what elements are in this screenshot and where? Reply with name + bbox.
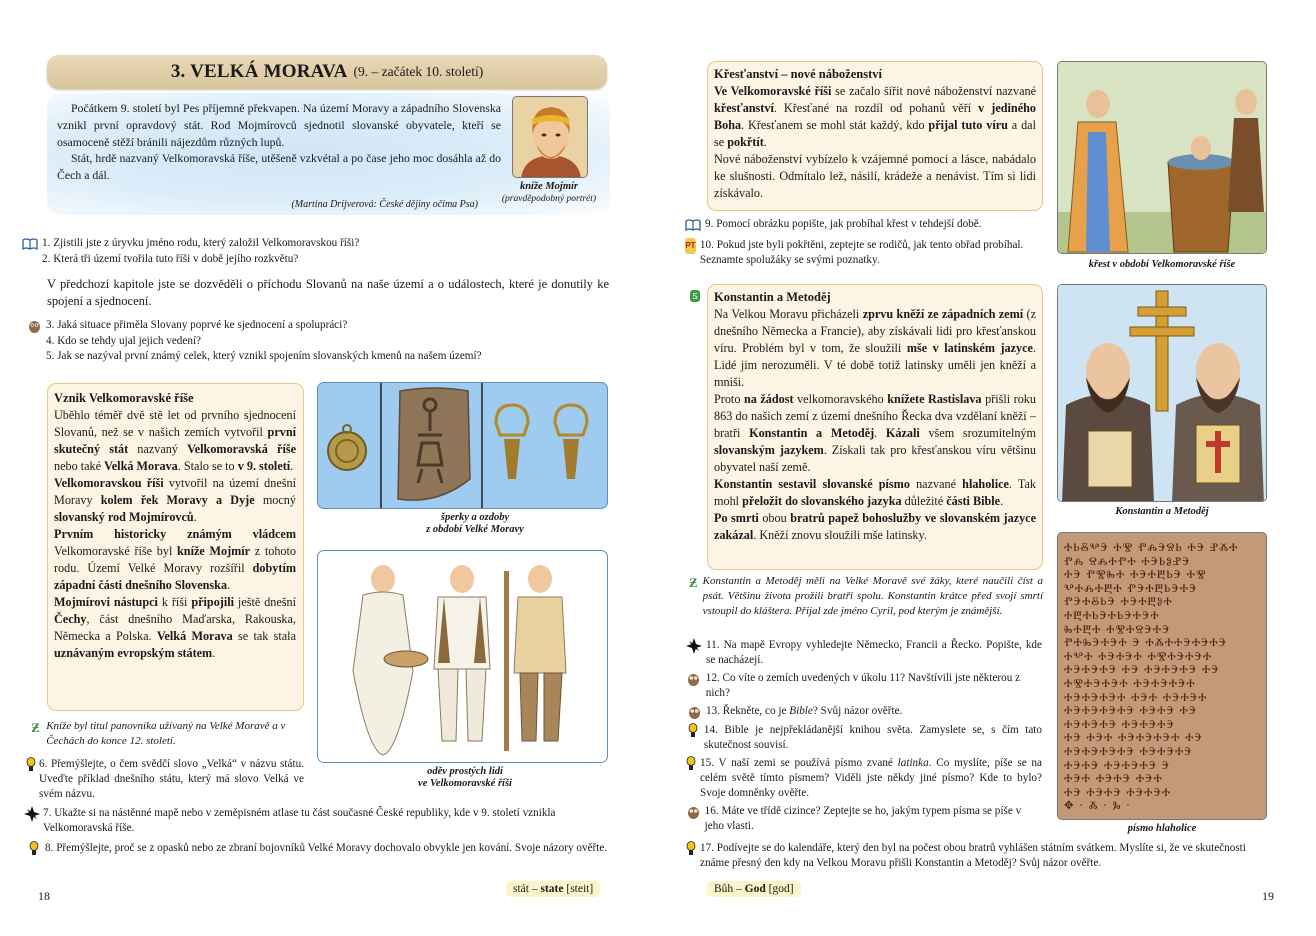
question-17-block (686, 841, 1270, 871)
question-6: 6. Přemýšlejte, o čem svědčí slovo „Velká“ v názvu státu. Uveďte příklad dnešního státu, který má slovo Velká ve svém názvu. (39, 758, 304, 800)
glagolitic-line: ⰀⰅ ⰀⰅⰀ ⰀⰅⰀⰅⰀⰅⰀ ⰀⰅ (1064, 730, 1203, 745)
clothing-caption-line: oděv prostých lidí (427, 766, 503, 777)
intro-source: (Martina Drijverová: České dějiny očima Psa) (291, 199, 478, 210)
jewelry-caption-line: z období Velké Moravy (426, 524, 524, 535)
glagolitic-line: ✥ · Ⰶ · Ⰳ · (1064, 798, 1131, 813)
glagolitic-line: ⰀⰊⰀⰅⰀⰅⰀ ⰀⰅⰀⰅⰀⰅⰀ (1064, 675, 1196, 690)
glagolitic-line: ⰀⰁⰀⰓⰅⰀⰓⰅⰀⰅⰀ (1064, 607, 1160, 622)
glagolitic-line: ⰀⰅⰀⰅ ⰀⰅⰀⰅⰀⰅ Ⰵ (1064, 757, 1171, 772)
question-16: 16. Máte ve třídě cizince? Zeptejte se ho, jakým typem písma se píše v jeho vlasti. (704, 805, 1022, 832)
info-paragraph: Nové náboženství vybízelo k vzájemné pomoci a lásce, nabádalo ke slušnosti. Odmítalo lež, násilí, krádeže a nenávist. Tím si lidi získávalo. (714, 152, 1036, 200)
question-9: 9. Pomocí obrázku popište, jak probíhal křest v tehdejší době. (705, 218, 982, 230)
glagolitic-image (1057, 532, 1267, 820)
book-icon (22, 236, 38, 252)
vocabulary-box-right (707, 881, 801, 897)
jewelry-illustration (318, 383, 608, 509)
compass-star-icon (24, 806, 40, 822)
glagolitic-line: ⰒⰀⰈⰅⰀⰅⰀ Ⰵ ⰀⰆⰀⰀⰅⰀⰅⰀⰅ (1064, 635, 1228, 650)
info-paragraph: Konstantin sestavil slovanské písmo nazvané hlaholice. Tak mohl přeložit do slovanského jazyka důležité části Bible. (714, 477, 1036, 508)
info-box-text (54, 390, 296, 662)
pt-badge-icon: PT (685, 238, 696, 254)
question-9-block (685, 217, 1045, 233)
baptism-image (1057, 61, 1267, 254)
chapter-subtitle: (9. – začátek 10. století) (353, 64, 484, 79)
info-paragraph: Velkomoravskou říši vytvořil na území dnešní Moravy kolem řek Moravy a Dyje mocný slovanský rod Mojmírovců. (54, 476, 296, 524)
info-paragraph: Po smrti obou bratrů papež bohoslužby ve slovanském jazyce zakázal. Kněží znovu sloužili mše latinsky. (714, 511, 1036, 542)
portrait-caption (486, 181, 612, 205)
lightbulb-icon (686, 841, 696, 857)
glagolitic-line: ⰀⰅⰀⰅⰀⰅⰀⰅ ⰀⰅⰀⰅ ⰀⰅ (1064, 703, 1198, 718)
vocab-czech: stát – (513, 883, 538, 895)
jewelry-caption-line: šperky a ozdoby (440, 512, 510, 523)
chapter-title-bar (47, 55, 607, 89)
glagolitic-line: ⰀⰅⰀⰅⰀⰅⰀ ⰀⰅⰀ ⰀⰅⰀⰅⰀ (1064, 689, 1208, 704)
clothing-image (317, 550, 608, 763)
glagolitic-line: ⰒⰎ ⰔⰎⰀⰒⰀ ⰀⰅⰓⰑⰐⰅ (1064, 553, 1191, 568)
portrait-caption-title: kníže Mojmír (519, 181, 579, 192)
glagolitic-line: ⰀⰂⰀ ⰀⰅⰀⰅⰀ ⰀⰊⰀⰅⰀⰅⰀ (1064, 648, 1213, 663)
info-paragraph: Mojmírovi nástupci k říši připojili ještě dnešní Čechy, část dnešního Maďarska, Rakouska, Německa a Polska. Velká Morava se tak stala uznávaným evropským státem. (54, 595, 297, 660)
lightbulb-icon (26, 757, 36, 773)
question-10-block (685, 238, 1045, 268)
vocab-pronunciation: [steit] (566, 883, 594, 895)
glagolitic-line: ⰈⰀⰁⰀ ⰀⰊⰀⰔⰅⰀⰅ (1064, 621, 1171, 636)
info-paragraph: Ve Velkomoravské říši se začalo šířit nové náboženství nazvané křesťanství. Křesťané na rozdíl od pohanů věří v jediného Boha. Křesťanem se mohl stát každý, kdo přijal tuto víru a dal se pokřtít. (714, 84, 1036, 149)
question-12: 12. Co víte o zemích uvedených v úkolu 11? Navštívili jste některou z nich? (705, 672, 1021, 699)
baptism-illustration (1058, 62, 1267, 254)
question-group-2 (26, 318, 612, 364)
info-box-title: Křesťanství – nové náboženství (714, 67, 882, 81)
intro-paragraph: Počátkem 9. století byl Pes příjemně překvapen. Na území Moravy a západního Slovenska vznikl první opravdový stát. Rod Mojmírovců sjednotil slovanské obyvatele, kteří se osamoceně stěží bránili nájezdům různých lupů. (57, 101, 501, 149)
clothing-caption (380, 766, 550, 790)
question-10: 10. Pokud jste byli pokřtěni, zeptejte se rodičů, jak tento obřad probíhal. Seznamte spolužáky se svými poznatky. (699, 239, 1024, 266)
vocab-czech: Bůh – (714, 883, 742, 895)
lightbulb-icon (26, 841, 42, 857)
owl-icon (686, 704, 702, 720)
glagolitic-line: ⰀⰓⰋⰂⰅ ⰀⰊ ⰒⰎⰅⰔⰓ ⰀⰅ ⰐⰆⰀ (1064, 540, 1239, 554)
vocab-english: state (540, 883, 564, 895)
question-11: 11. Na mapě Evropy vyhledejte Německo, Francii a Řecko. Popište, kde se nacházejí. (706, 639, 1042, 666)
saints-illustration (1058, 285, 1267, 502)
question-6-block (26, 757, 304, 802)
info-box-title: Konstantin a Metoděj (714, 290, 831, 304)
section-badge-icon (689, 289, 701, 308)
question-8: 8. Přemýšlejte, proč se z opasků nebo ze zbraní bojovníků Velké Moravy dochovalo obvykle jen kování. Svoje názory ověřte. (45, 842, 608, 854)
vocab-english: God (744, 883, 766, 895)
compass-star-icon (686, 638, 702, 654)
question-1: 1. Zjistili jste z úryvku jméno rodu, který založil Velkomoravskou říši? (42, 237, 360, 249)
question-17: 17. Podívejte se do kalendáře, který den byl na počest obou bratrů vyhlášen státním svátkem. Myslíte si, že ve skutečnosti známe přesný den kdy na Velkou Moravu přišli Konstantin a Metoděj? Svůj názor ověřte. (700, 842, 1246, 869)
vocabulary-box-left (506, 881, 600, 897)
glagolitic-line: ⰀⰅⰀ ⰀⰅⰀⰅ ⰀⰅⰀ (1064, 771, 1163, 786)
note-z-icon: Ƶ (31, 719, 40, 735)
info-paragraph: Na Velkou Moravu přicházeli zprvu kněží ze západních zemí (z dnešního Německa a Francie), aby získávali lidi pro křesťanskou víru. Problém byl v tom, že sloužili mše v latinském jazyce. Lidé jim nerozuměli. V té době totiž latinsky uměli jen kněží a mniši. (714, 307, 1036, 389)
glagolitic-line: ⰂⰀⰎⰀⰁⰀ ⰒⰅⰀⰁⰓⰅⰀⰅ (1064, 580, 1198, 595)
question-13: 13. Řekněte, co je Bible? Svůj názor ověřte. (706, 705, 903, 717)
body-paragraph: V předchozí kapitole jste se dozvěděli o příchodu Slovanů na naše území a o událostech, které je donutily ke spojení a sjednocení. (47, 277, 609, 308)
info-paragraph: Prvním historicky známým vládcem Velkomoravské říše byl kníže Mojmír z tohoto rodu. Území Velké Moravy rozšířil dobytím západní části dnešního Slovenska. (54, 527, 296, 592)
glagolitic-line: ⰀⰅⰀⰅⰀⰅ ⰀⰅ ⰀⰅⰀⰅⰀⰅ ⰀⰅ (1064, 662, 1220, 677)
info-box-konstantin-text (714, 289, 1036, 544)
glagolitic-line: ⰒⰅⰀⰋⰓⰅ ⰀⰅⰀⰁⰑⰀ (1064, 594, 1173, 609)
jewelry-caption (400, 512, 550, 536)
intro-paragraph: Stát, hrdě nazvaný Velkomoravská říše, utěšeně vzkvétal a po čase jeho moc dosáhla až do Čech a dál. (57, 151, 501, 183)
glagolitic-line: ⰀⰅⰀⰅⰀⰅⰀⰅ ⰀⰅⰀⰅⰀⰅ (1064, 743, 1193, 758)
intro-text (57, 100, 501, 184)
jewelry-image (317, 382, 608, 509)
note-text: Konstantin a Metoděj měli na Velké Moravě své žáky, které naučili číst a psát. Většinu života prožili bratři spolu. Konstantin krátce před svojí smrtí vstoupil do kláštera. Přijal zde jméno Cyril, pod kterým je známější. (702, 575, 1043, 617)
mojmir-portrait (512, 96, 588, 178)
vocab-pronunciation: [god] (768, 883, 794, 895)
page-number-left: 18 (38, 889, 50, 903)
note-block (689, 574, 1043, 619)
glagolitic-text (1058, 533, 1266, 820)
baptism-caption: křest v období Velkomoravské říše (1088, 259, 1236, 270)
chapter-title: 3. VELKÁ MORAVA (170, 61, 348, 82)
question-5: 5. Jak se nazýval první známý celek, který vznikl spojením slovanských kmenů na našem území? (46, 350, 482, 362)
page-number-right: 19 (1262, 889, 1274, 903)
info-paragraph: Proto na žádost velkomoravského knížete Rastislava přišli roku 863 do našich zemí z území dnešního Řecka dva vzdělaní kněží – bratři Konstantin a Metoděj. Kázali všem srozumitelným slovanským jazykem. Získali tak pro křesťanskou víru většinu obyvatel naší země. (714, 392, 1037, 474)
clothing-illustration (318, 551, 608, 763)
note-z-icon: Ƶ (689, 574, 698, 590)
portrait-caption-sub: (pravděpodobný portrét) (501, 194, 597, 204)
note-block (30, 719, 306, 749)
svg-text:S: S (692, 292, 698, 301)
question-14: 14. Bible je nejpřekládanější knihou světa. Zamyslete se, s čím tato skutečnost souvisí. (703, 724, 1042, 751)
saints-image (1057, 284, 1267, 502)
owl-icon (686, 804, 701, 820)
glagolitic-line: ⰀⰅ ⰒⰊⰈⰀ ⰀⰅⰀⰁⰓⰅ ⰀⰊ (1064, 567, 1207, 582)
mojmir-portrait-illustration (513, 97, 588, 178)
question-7-block (24, 806, 610, 836)
owl-icon (26, 318, 42, 334)
saints-caption: Konstantin a Metoděj (1115, 506, 1209, 517)
question-2: 2. Která tři území tvořila tuto říši v době jejího rozkvětu? (42, 253, 299, 265)
info-paragraph: Uběhlo téměř dvě stě let od prvního sjednocení Slovanů, než se v našich zemích vytvořil první skutečný stát nazvaný Velkomoravská říše nebo také Velká Morava. Stalo se to v 9. století. (54, 408, 296, 473)
clothing-caption-line: ve Velkomoravské říši (418, 778, 512, 789)
question-4: 4. Kdo se tehdy ujal jejich vedení? (46, 335, 202, 347)
note-text: Kníže byl titul panovníka užívaný na Velké Moravě a v Čechách do konce 12. století. (46, 720, 286, 747)
question-group-right (686, 638, 1042, 837)
info-box-christianity-text (714, 66, 1036, 202)
glagolitic-line: ⰀⰅⰀⰅⰀⰅ ⰀⰅⰀⰅⰀⰅ (1064, 716, 1175, 731)
glagolitic-caption: písmo hlaholice (1127, 823, 1197, 834)
glagolitic-line: ⰀⰅ ⰀⰅⰀⰅ ⰀⰅⰀⰅⰀ (1064, 784, 1172, 799)
lightbulb-icon (686, 723, 700, 739)
question-15: 15. V naší zemi se používá písmo zvané latinka. Co myslíte, píše se na celém světě tímto písmem? Viděli jste někdy jiné písmo? Kde to bylo? Svoje domněnky ověřte. (700, 757, 1042, 799)
question-3: 3. Jaká situace přiměla Slovany poprvé ke sjednocení a spolupráci? (46, 319, 348, 331)
lightbulb-icon (686, 756, 696, 772)
owl-icon (686, 671, 702, 687)
question-7: 7. Ukažte si na nástěnné mapě nebo v zeměpisném atlase tu část současné České republiky, kde v 9. století vznikla Velkomoravská říše. (43, 807, 556, 834)
question-8-block (26, 841, 610, 857)
book-icon (685, 217, 701, 233)
info-box-title: Vznik Velkomoravské říše (54, 391, 194, 405)
question-group-1 (22, 236, 612, 267)
